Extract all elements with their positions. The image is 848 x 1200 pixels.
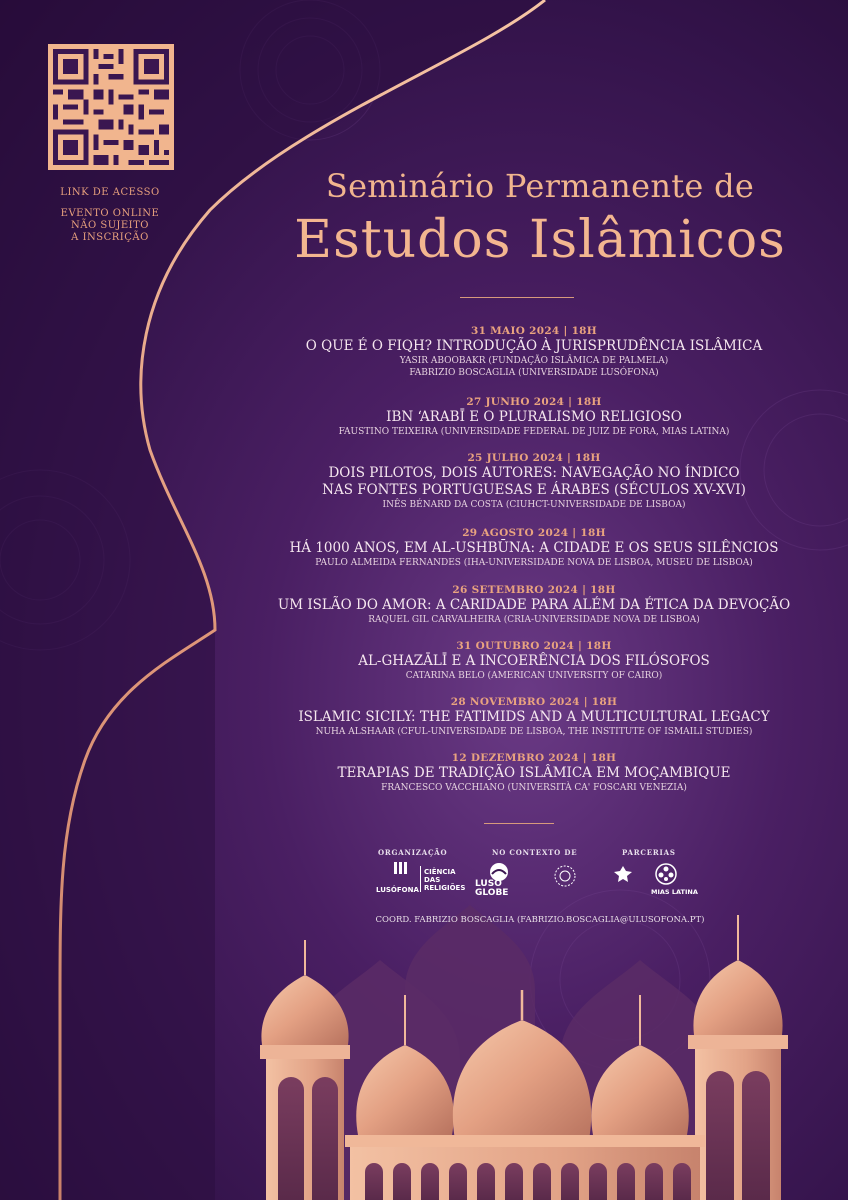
section-divider [484, 823, 554, 824]
qr-note-line3: A INSCRIÇÃO [71, 232, 149, 243]
lusofona-text: LUSÓFONA [376, 886, 419, 894]
event-item [230, 640, 838, 681]
event-item [230, 752, 838, 793]
event-title: NAS FONTES PORTUGUESAS E ÁRABES (SÉCULOS XV-XVI) [322, 482, 746, 498]
event-date: 29 AGOSTO 2024 | 18H [462, 527, 606, 539]
title-line2: Estudos Islâmicos [294, 210, 786, 270]
qr-note-line2: NÃO SUJEITO [71, 220, 149, 231]
event-title: UM ISLÃO DO AMOR: A CARIDADE PARA ALÉM DA ÉTICA DA DEVOÇÃO [277, 597, 791, 613]
lusoglobe-text: GLOBE [475, 888, 509, 898]
research-line-logo [553, 864, 577, 888]
event-item [230, 584, 838, 625]
event-title: AL-GHAZĀLĪ E A INCOERÊNCIA DOS FILÓSOFOS [358, 653, 710, 669]
logo-divider [420, 866, 421, 892]
label-parcerias: PARCERIAS [622, 848, 676, 857]
qr-caption: LINK DE ACESSO [60, 187, 160, 198]
coordinator-line: COORD. FABRIZIO BOSCAGLIA (FABRIZIO.BOSCAGLIA@ULUSOFONA.PT) [375, 915, 705, 925]
title-divider [460, 297, 574, 298]
event-date: 26 SETEMBRO 2024 | 18H [452, 584, 616, 596]
event-title: DOIS PILOTOS, DOIS AUTORES: NAVEGAÇÃO NO ÍNDICO [328, 465, 740, 481]
event-speaker: FABRIZIO BOSCAGLIA (UNIVERSIDADE LUSÓFONA) [409, 368, 659, 378]
ciencia-text: CIÊNCIA [424, 868, 456, 876]
ciencia-text: DAS [424, 876, 441, 884]
event-title: O QUE É O FIQH? INTRODUÇÃO À JURISPRUDÊNCIA ISLÂMICA [305, 338, 763, 354]
event-date: 12 DEZEMBRO 2024 | 18H [451, 752, 617, 764]
event-date: 25 JULHO 2024 | 18H [467, 452, 601, 464]
event-title: TERAPIAS DE TRADIÇÃO ISLÂMICA EM MOÇAMBIQUE [337, 765, 731, 781]
qr-note-line1: EVENTO ONLINE [60, 208, 160, 219]
event-item [230, 452, 838, 510]
event-date: 28 NOVEMBRO 2024 | 18H [450, 696, 618, 708]
event-speaker: NUHA ALSHAAR (CFUL-UNIVERSIDADE DE LISBOA, THE INSTITUTE OF ISMAILI STUDIES) [315, 727, 753, 737]
event-item [230, 325, 838, 378]
event-title: HÁ 1000 ANOS, EM AL-USHBŪNA: A CIDADE E OS SEUS SILÊNCIOS [289, 540, 779, 556]
event-date: 27 JUNHO 2024 | 18H [466, 396, 602, 408]
event-speaker: CATARINA BELO (AMERICAN UNIVERSITY OF CAIRO) [405, 671, 663, 681]
lusoglobe-text: LUSO [475, 879, 502, 889]
event-speaker: RAQUEL GIL CARVALHEIRA (CRIA-UNIVERSIDADE NOVA DE LISBOA) [368, 615, 700, 625]
mias-latina-icon [654, 862, 678, 886]
fundacao-palmela-logo [612, 864, 634, 884]
event-title: ISLAMIC SICILY: THE FATIMIDS AND A MULTICULTURAL LEGACY [298, 709, 770, 725]
label-contexto: NO CONTEXTO DE [492, 848, 578, 857]
event-speaker: FRANCESCO VACCHIANO (UNIVERSITÀ CA' FOSCARI VENEZIA) [381, 783, 687, 793]
lusofona-logo [380, 862, 420, 888]
qr-code-icon[interactable] [48, 44, 174, 170]
event-item [230, 527, 838, 568]
ciencia-text: RELIGIÕES [424, 884, 466, 892]
label-organizacao: ORGANIZAÇÃO [378, 848, 448, 857]
event-speaker: INÊS BÉNARD DA COSTA (CIUHCT-UNIVERSIDADE DE LISBOA) [382, 500, 686, 510]
event-item [230, 696, 838, 737]
mias-latina-text: MIAS LATINA [651, 888, 698, 896]
event-date: 31 OUTUBRO 2024 | 18H [456, 640, 612, 652]
event-speaker: PAULO ALMEIDA FERNANDES (IHA-UNIVERSIDADE NOVA DE LISBOA, MUSEU DE LISBOA) [315, 558, 753, 568]
event-speaker: FAUSTINO TEIXEIRA (UNIVERSIDADE FEDERAL DE JUIZ DE FORA, MIAS LATINA) [338, 427, 730, 437]
event-item [230, 396, 838, 437]
event-speaker: YASIR ABOOBAKR (FUNDAÇÃO ISLÂMICA DE PALMELA) [399, 356, 669, 366]
event-title: IBN ‘ARABĪ E O PLURALISMO RELIGIOSO [386, 409, 682, 425]
title-line1: Seminário Permanente de [325, 167, 755, 205]
event-date: 31 MAIO 2024 | 18H [470, 325, 598, 337]
